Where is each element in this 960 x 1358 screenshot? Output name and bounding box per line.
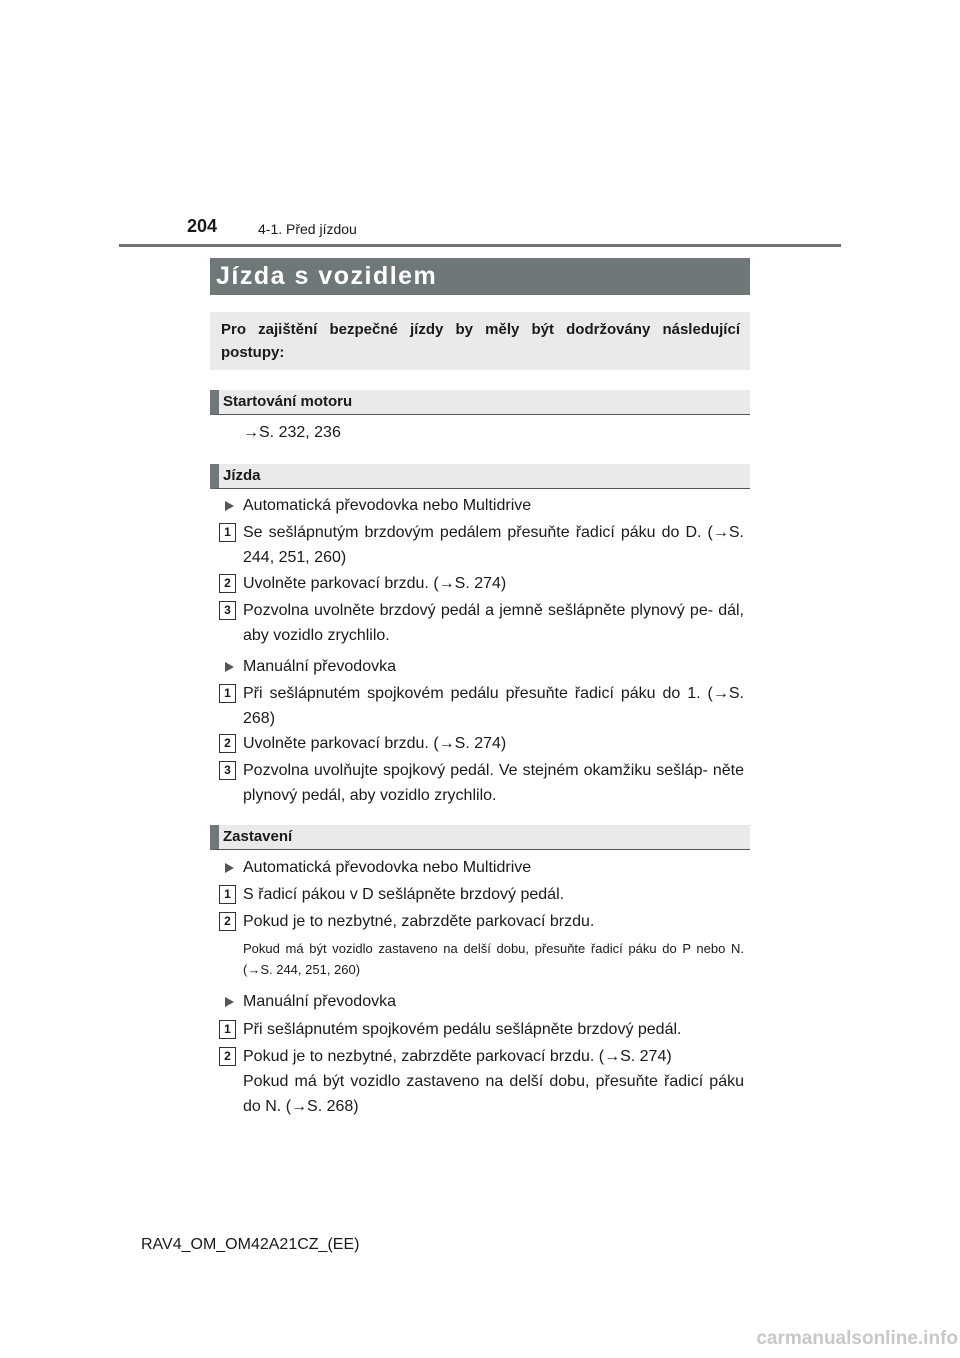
- bullet-manual-jizda: [225, 654, 396, 679]
- subheading-zastaveni: Zastavení: [210, 825, 750, 850]
- page-title: Jízda s vozidlem: [210, 258, 750, 295]
- step-number-badge: 2: [219, 1047, 236, 1066]
- step-number-badge: 1: [219, 684, 236, 703]
- step-number-badge: 3: [219, 601, 236, 620]
- triangle-bullet-icon: [225, 863, 234, 873]
- step-text: Při sešlápnutém spojkovém pedálu sešlápněte brzdový pedál.: [243, 1021, 682, 1038]
- bullet-label: Automatická převodovka nebo Multidrive: [243, 859, 532, 876]
- header-rule: [119, 244, 841, 247]
- page-number: 204: [187, 216, 218, 236]
- step-number-badge: 3: [219, 761, 236, 780]
- section-label: 4-1. Před jízdou: [258, 221, 357, 237]
- step-text: Pokud je to nezbytné, zabrzděte parkovací brzdu. (→S. 274): [243, 1048, 672, 1065]
- bullet-label: Manuální převodovka: [243, 993, 396, 1010]
- note-text: Pokud má být vozidlo zastaveno na delší dobu, přesuňte řadicí páku do P nebo N. (→S. 244, 251, 260): [243, 941, 744, 977]
- step-text: S řadicí pákou v D sešlápněte brzdový pedál.: [243, 886, 565, 903]
- watermark: carmanualsonline.info: [756, 1328, 958, 1349]
- triangle-bullet-icon: [225, 997, 234, 1007]
- footer-doc-code: RAV4_OM_OM42A21CZ_(EE): [141, 1236, 360, 1253]
- step-number-badge: 1: [219, 885, 236, 904]
- ref-startovani: →S. 232, 236: [243, 424, 341, 441]
- step-number-badge: 2: [219, 574, 236, 593]
- bullet-automatic-zastaveni: [225, 855, 531, 880]
- step-number-badge: 2: [219, 734, 236, 753]
- step-text: Pozvolna uvolňujte spojkový pedál. Ve stejném okamžiku sešláp- něte plynový pedál, aby vozidlo zrychlilo.: [243, 762, 744, 804]
- step-text: Při sešlápnutém spojkovém pedálu přesuňte řadicí páku do 1. (→S. 268): [243, 685, 744, 727]
- step-number-badge: 1: [219, 1020, 236, 1039]
- step-text: Uvolněte parkovací brzdu. (→S. 274): [243, 735, 507, 752]
- step-text: Se sešlápnutým brzdovým pedálem přesuňte řadicí páku do D. (→S. 244, 251, 260): [243, 524, 744, 566]
- step-text: Pokud je to nezbytné, zabrzděte parkovací brzdu.: [243, 913, 595, 930]
- step-text: Pozvolna uvolněte brzdový pedál a jemně sešlápněte plynový pe- dál, aby vozidlo zrychlilo.: [243, 602, 744, 644]
- triangle-bullet-icon: [225, 662, 234, 672]
- intro-box: Pro zajištění bezpečné jízdy by měly být dodržovány následující postupy:: [210, 312, 750, 370]
- subheading-startovani: Startování motoru: [210, 390, 750, 415]
- bullet-automatic-jizda: [225, 493, 531, 518]
- step-number-badge: 2: [219, 912, 236, 931]
- bullet-label: Automatická převodovka nebo Multidrive: [243, 497, 532, 514]
- bullet-manual-zastaveni: [225, 989, 396, 1014]
- step-text: Uvolněte parkovací brzdu. (→S. 274): [243, 575, 507, 592]
- step-number-badge: 1: [219, 523, 236, 542]
- bullet-label: Manuální převodovka: [243, 658, 396, 675]
- triangle-bullet-icon: [225, 501, 234, 511]
- step-text-continuation: Pokud má být vozidlo zastaveno na delší dobu, přesuňte řadicí páku do N. (→S. 268): [243, 1073, 744, 1115]
- subheading-jizda: Jízda: [210, 464, 750, 489]
